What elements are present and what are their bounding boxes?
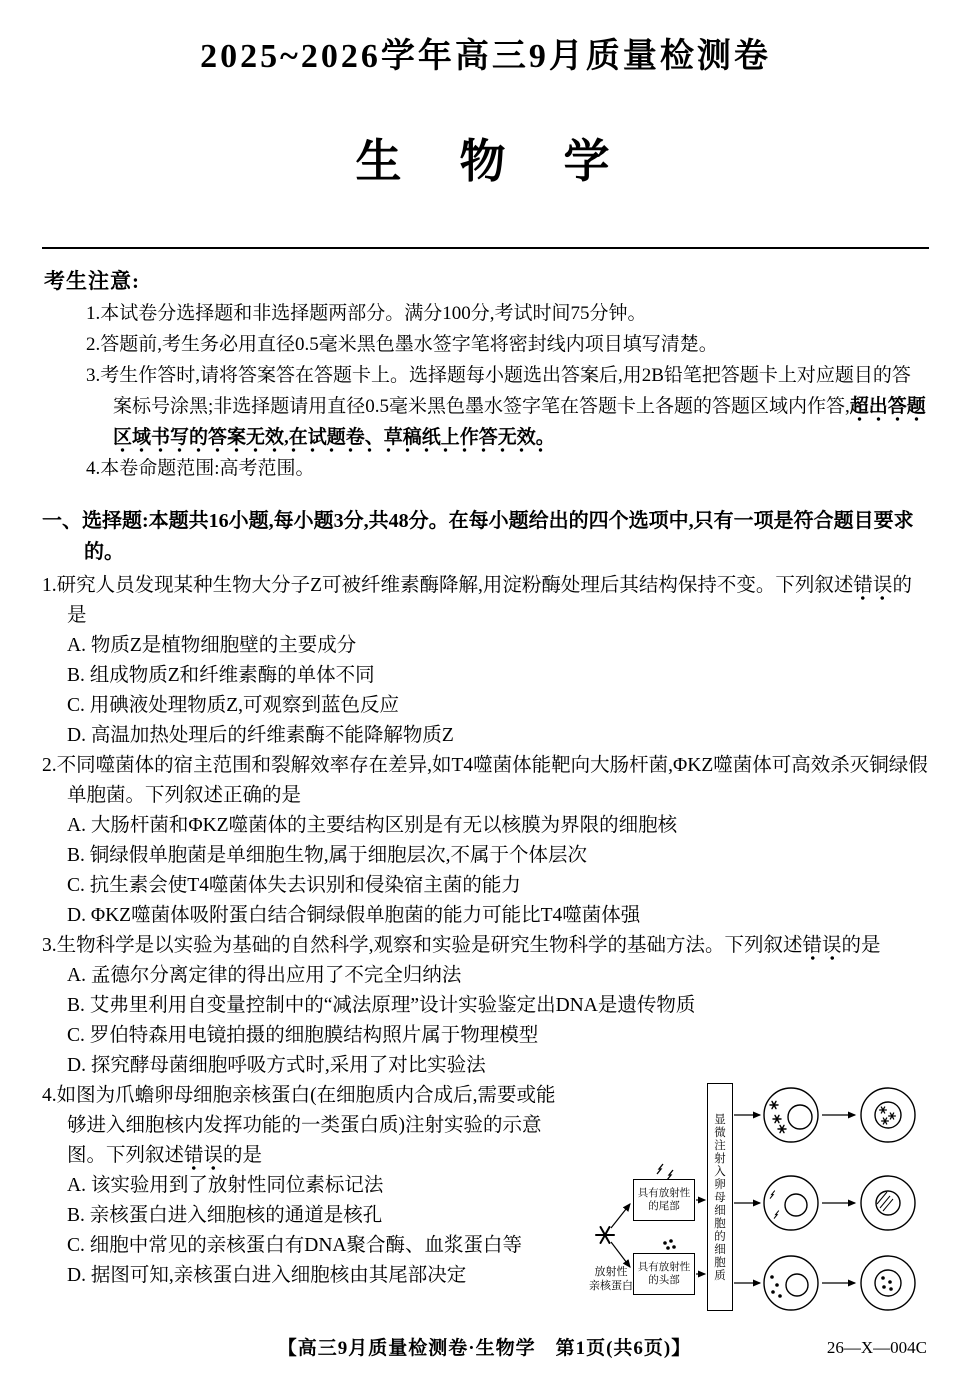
stem-emphasis: 错误	[184, 1145, 223, 1171]
q4-figure	[583, 1081, 929, 1321]
question-option: D. 高温加热处理后的纤维素酶不能降解物质Z	[67, 725, 454, 746]
injection-arrows	[734, 1115, 760, 1283]
question-option: B. 组成物质Z和纤维素酶的单体不同	[67, 665, 375, 686]
notice-item-3	[86, 360, 929, 453]
question-number: 4.	[42, 1085, 57, 1106]
stem-text: 研究人员发现某种生物大分子Z可被纤维素酶降解,用淀粉酶处理后其结构保持不变。下列叙述	[56, 575, 854, 596]
question-option: C. 抗生素会使T4噬菌体失去识别和侵染宿主菌的能力	[67, 875, 521, 896]
notice-item-3-text: 3.考生作答时,请将答案答在答题卡上。选择题每小题选出答案后,用2B铅笔把答题卡上对应题目的答案标号涂黑;非选择题请用直径0.5毫米黑色墨水签字笔在答题卡上各题的答题区域内作答,	[86, 365, 911, 417]
tail-label: 具有放射性的尾部	[633, 1179, 695, 1221]
notice-item-4: 4.本卷命题范围:高考范围。	[86, 458, 315, 479]
protein-label	[583, 1265, 639, 1294]
stem-text-tail: 的是	[67, 575, 912, 626]
question-option: A. 大肠杆菌和ΦKZ噬菌体的主要结构区别是有无以核膜为界限的细胞核	[67, 815, 678, 836]
exam-subject: 生 物 学	[355, 136, 616, 187]
question-number: 2.	[42, 755, 57, 776]
section-heading: 一、选择题:本题共16小题,每小题3分,共48分。在每小题给出的四个选项中,只有一项是符合题目要求的。	[42, 510, 914, 563]
stem-text: 如图为爪蟾卵母细胞亲核蛋白(在细胞质内合成后,需要或能够进入细胞核内发挥功能的一类蛋白质)注射实验的示意图。下列叙述	[56, 1085, 556, 1166]
question-option: A. 物质Z是植物细胞壁的主要成分	[67, 635, 357, 656]
stem-text-tail: 的是	[841, 935, 881, 956]
question-2	[42, 751, 929, 931]
question-4	[42, 1081, 929, 1291]
question-option: B. 艾弗里利用自变量控制中的“减法原理”设计实验鉴定出DNA是遗传物质	[67, 995, 696, 1016]
head-dots-cytoplasm	[770, 1275, 782, 1298]
question-option: C. 细胞中常见的亲核蛋白有DNA聚合酶、血浆蛋白等	[67, 1235, 523, 1256]
stem-text-tail: 的是	[223, 1145, 263, 1166]
head-label: 具有放射性的头部	[633, 1253, 695, 1295]
injection-label: 显微注射入卵母细胞的细胞质	[707, 1083, 733, 1311]
stem-text: 不同噬菌体的宿主范围和裂解效率存在差异,如T4噬菌体能靶向大肠杆菌,ΦKZ噬菌体可高效杀灭铜绿假单胞菌。下列叙述正确的是	[56, 755, 928, 806]
question-stem	[42, 931, 929, 961]
question-number: 3.	[42, 935, 57, 956]
notice-item-3-emphasis: 超出答题区域书写的答案无效,在试题卷、草稿纸上作答无效。	[113, 396, 926, 453]
notice-item-2: 2.答题前,考生务必用直径0.5毫米黑色墨水签字笔将密封线内项目填写清楚。	[86, 334, 718, 355]
protein-label-line-2: 亲核蛋白	[589, 1279, 633, 1293]
page-code: 26—X—004C	[826, 1338, 927, 1357]
stem-text: 生物科学是以实验为基础的自然科学,观察和实验是研究生物科学的基础方法。下列叙述	[56, 935, 803, 956]
head-dots-nucleus	[881, 1276, 893, 1291]
question-option: C. 罗伯特森用电镜拍摄的细胞膜结构照片属于物理模型	[67, 1025, 539, 1046]
question-number: 1.	[42, 575, 57, 596]
protein-label-line-1: 放射性	[594, 1265, 628, 1278]
footer-title: 【高三9月质量检测卷·生物学 第1页(共6页)】	[277, 1338, 692, 1359]
radioactive-protein-star	[596, 1227, 614, 1243]
to-injection-arrows	[696, 1200, 705, 1274]
header-divider	[42, 247, 929, 249]
exam-title: 2025~2026学年高三9月质量检测卷	[200, 38, 771, 75]
question-stem	[42, 751, 929, 811]
question-option: B. 铜绿假单胞菌是单细胞生物,属于细胞层次,不属于个体层次	[67, 845, 588, 866]
tail-fragment-symbol	[657, 1164, 663, 1174]
stem-emphasis: 错误	[803, 935, 842, 961]
question-option: C. 用碘液处理物质Z,可观察到蓝色反应	[67, 695, 400, 716]
question-3	[42, 931, 929, 1081]
notice-heading: 考生注意:	[44, 269, 140, 293]
notice-item-1: 1.本试卷分选择题和非选择题两部分。满分100分,考试时间75分钟。	[86, 303, 647, 324]
question-option: D. ΦKZ噬菌体吸附蛋白结合铜绿假单胞菌的能力可能比T4噬菌体强	[67, 905, 641, 926]
question-option: A. 孟德尔分离定律的得出应用了不完全归纳法	[67, 965, 462, 986]
question-option: D. 探究酵母菌细胞呼吸方式时,采用了对比实验法	[67, 1055, 486, 1076]
question-stem	[42, 571, 929, 631]
question-list	[42, 571, 929, 1291]
head-fragment-symbol	[663, 1239, 676, 1250]
question-option: B. 亲核蛋白进入细胞核的通道是核孔	[67, 1205, 383, 1226]
question-option: A. 该实验用到了放射性同位素标记法	[67, 1175, 384, 1196]
question-option: D. 据图可知,亲核蛋白进入细胞核由其尾部决定	[67, 1265, 467, 1286]
question-1	[42, 571, 929, 751]
stem-emphasis: 错误	[853, 575, 892, 601]
